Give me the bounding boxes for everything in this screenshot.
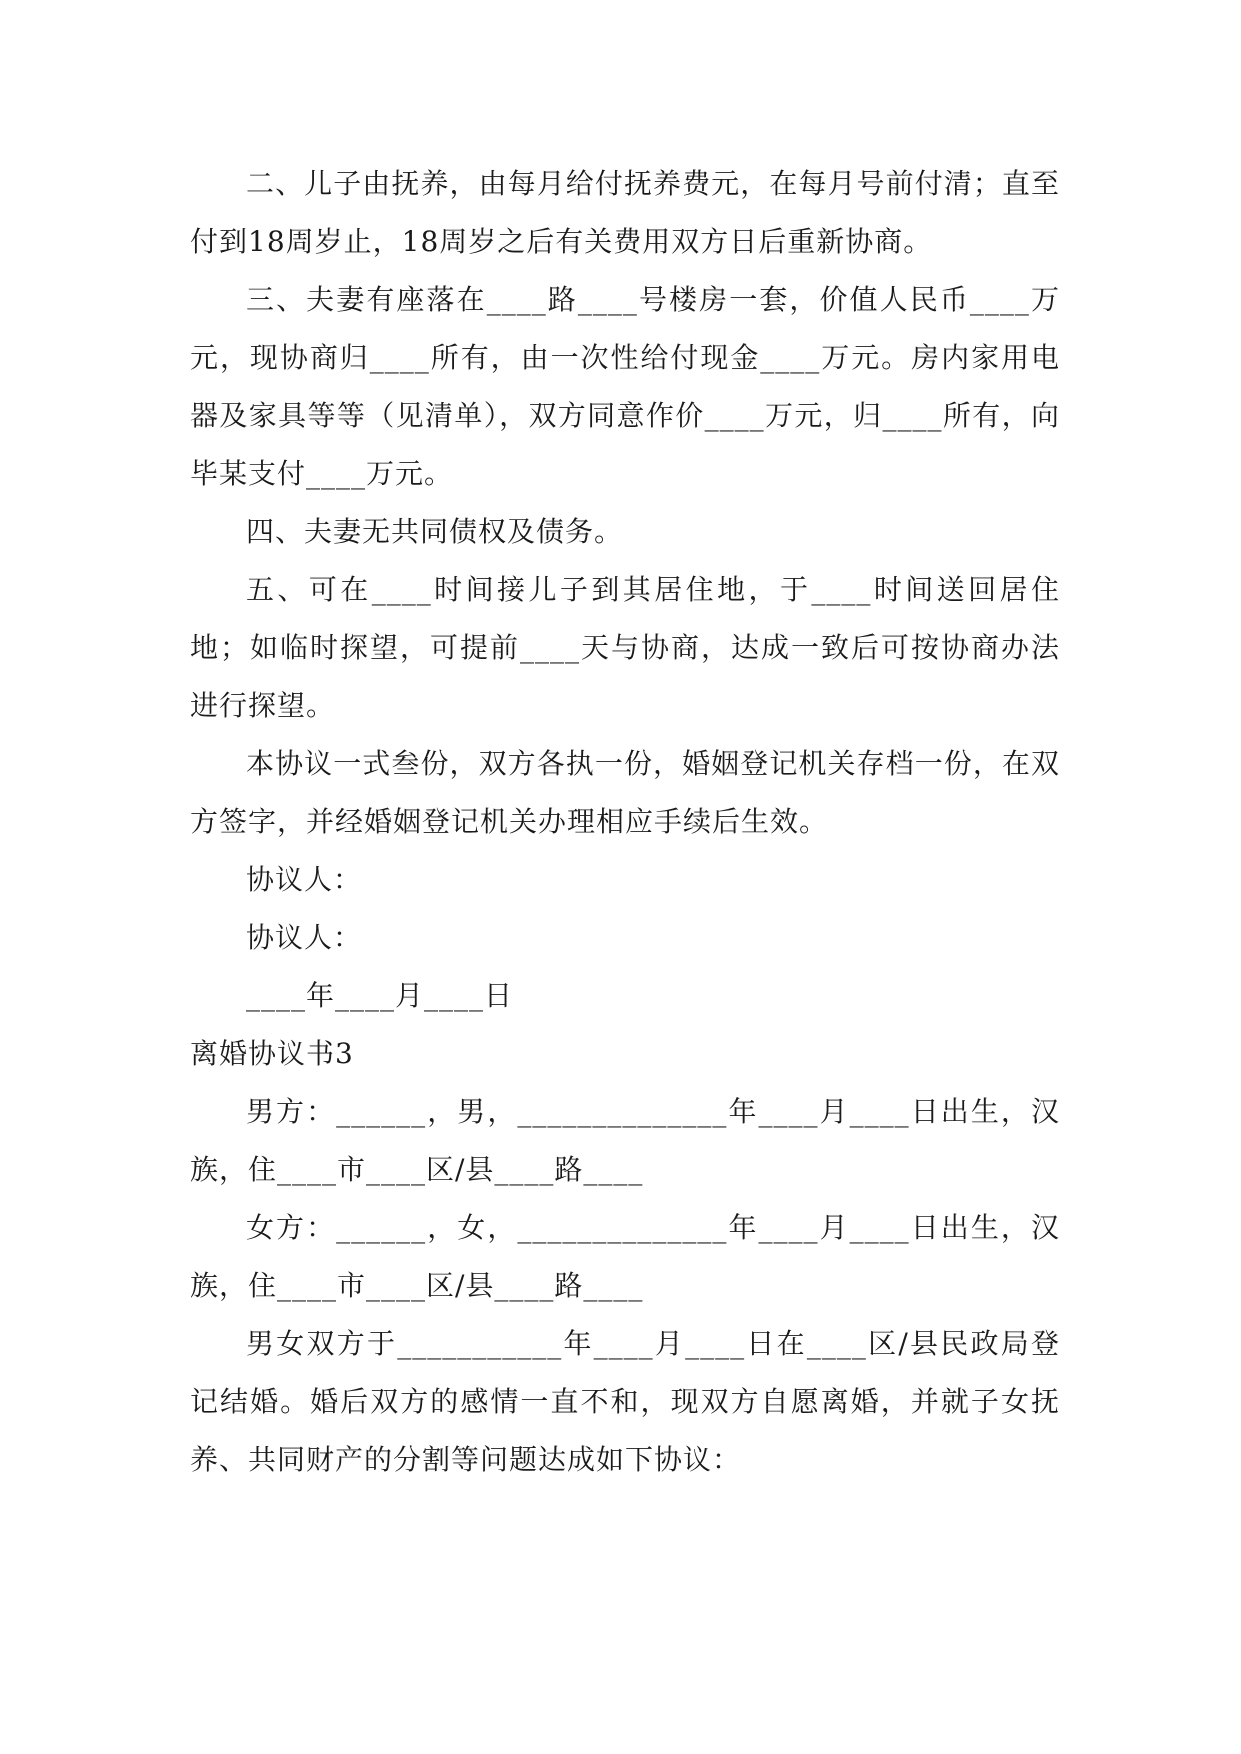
paragraph-copies: 本协议一式叁份，双方各执一份，婚姻登记机关存档一份，在双方签字，并经婚姻登记机关办理相应手续后生效。 bbox=[190, 747, 1060, 838]
paragraph-female-party: 女方：______，女，______________年____月____日出生，汉族，住____市____区/县____路____ bbox=[190, 1211, 1060, 1302]
paragraph-child-support: 二、儿子由抚养，由每月给付抚养费元，在每月号前付清；直至付到18周岁止，18周岁之后有关费用双方日后重新协商。 bbox=[190, 167, 1060, 258]
paragraph-debts: 四、夫妻无共同债权及债务。 bbox=[246, 515, 624, 548]
date-line: ____年____月____日 bbox=[246, 979, 514, 1012]
section-title: 离婚协议书3 bbox=[190, 1037, 354, 1070]
document-page bbox=[190, 155, 1060, 1489]
signatory-line-2: 协议人： bbox=[246, 921, 363, 954]
signatory-line-1: 协议人： bbox=[246, 863, 363, 896]
paragraph-marriage-registration: 男女双方于___________年____月____日在____区/县民政局登记结婚。婚后双方的感情一直不和，现双方自愿离婚，并就子女抚养、共同财产的分割等问题达成如下协议： bbox=[190, 1327, 1060, 1476]
paragraph-visitation: 五、可在____时间接儿子到其居住地，于____时间送回居住地；如临时探望，可提前____天与协商，达成一致后可按协商办法进行探望。 bbox=[190, 573, 1060, 722]
paragraph-male-party: 男方：______，男，______________年____月____日出生，汉族，住____市____区/县____路____ bbox=[190, 1095, 1060, 1186]
paragraph-property: 三、夫妻有座落在____路____号楼房一套，价值人民币____万元，现协商归____所有，由一次性给付现金____万元。房内家用电器及家具等等（见清单），双方同意作价____万元，归____所有，向毕某支付____万元。 bbox=[190, 283, 1060, 490]
